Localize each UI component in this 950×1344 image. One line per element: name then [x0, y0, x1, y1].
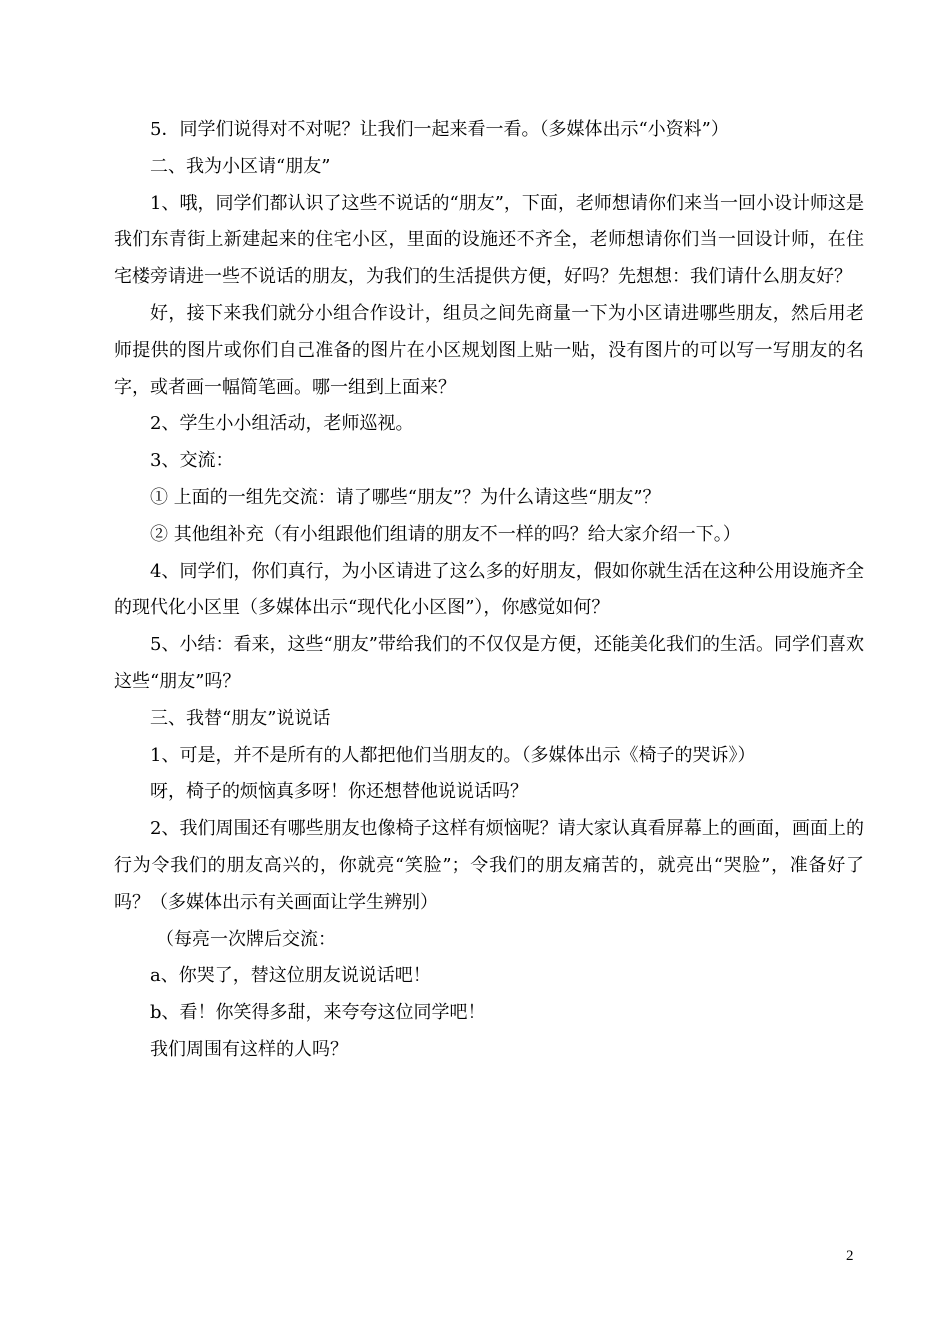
paragraph-faces: 2、我们周围还有哪些朋友也像椅子这样有烦恼呢？请大家认真看屏幕上的画面，画面上的行为令我们的朋友高兴的，你就亮“笑脸”；令我们的朋友痛苦的，就亮出“哭脸”，准备好了吗？（多媒体出示有关画面让学生辨别）: [114, 818, 864, 913]
page-number: 2: [846, 1248, 854, 1264]
paragraph-invite-friends: 1、哦，同学们都认识了这些不说话的“朋友”，下面，老师想请你们来当一回小设计师这是我们东青街上新建起来的住宅小区，里面的设施还不齐全，老师想请你们当一回设计师，在住宅楼旁请进一些不说话的朋友，为我们的生活提供方便，好吗？先想想：我们请什么朋友好？: [114, 192, 864, 288]
paragraph-summary: 5、小结：看来，这些“朋友”带给我们的不仅仅是方便，还能美化我们的生活。同学们喜欢这些“朋友”吗？: [114, 634, 864, 692]
paragraph-group-design: 好，接下来我们就分小组合作设计，组员之间先商量一下为小区请进哪些朋友，然后用老师提供的图片或你们自己准备的图片在小区规划图上贴一贴，没有图片的可以写一写朋友的名字，或者画一幅简笔画。哪一组到上面来？: [114, 302, 864, 398]
body-text: [114, 112, 864, 1069]
paragraph-chair: 1、可是，并不是所有的人都把他们当朋友的。（多媒体出示《椅子的哭诉》）: [150, 744, 756, 766]
paragraph-item-b: b、看！你笑得多甜，来夸夸这位同学吧！: [150, 1002, 486, 1024]
paragraph-exchange-first: ① 上面的一组先交流：请了哪些“朋友”？为什么请这些“朋友”？: [150, 486, 661, 508]
section-heading-2: 二、我为小区请“朋友”: [150, 155, 331, 177]
paragraph-modern-community: 4、同学们，你们真行，为小区请进了这么多的好朋友，假如你就生活在这种公用设施齐全的现代化小区里（多媒体出示“现代化小区图”），你感觉如何？: [114, 560, 864, 619]
paragraph-item-a: a、你哭了，替这位朋友说说话吧！: [150, 965, 431, 987]
paragraph-exchange: 3、交流：: [150, 450, 234, 472]
section-heading-3: 三、我替“朋友”说说话: [150, 707, 331, 729]
paragraph-exchange-others: ② 其他组补充（有小组跟他们组请的朋友不一样的吗？给大家介绍一下。）: [150, 523, 741, 545]
paragraph-5-check: 5．同学们说得对不对呢？让我们一起来看一看。（多媒体出示“小资料”）: [150, 119, 729, 140]
paragraph-question: 我们周围有这样的人吗？: [150, 1038, 348, 1060]
paragraph-chair-worries: 呀，椅子的烦恼真多呀！你还想替他说说话吗？: [150, 781, 528, 803]
paragraph-exchange-after-card: （每亮一次牌后交流：: [156, 928, 336, 950]
paragraph-group-activity: 2、学生小小组活动，老师巡视。: [150, 413, 414, 435]
